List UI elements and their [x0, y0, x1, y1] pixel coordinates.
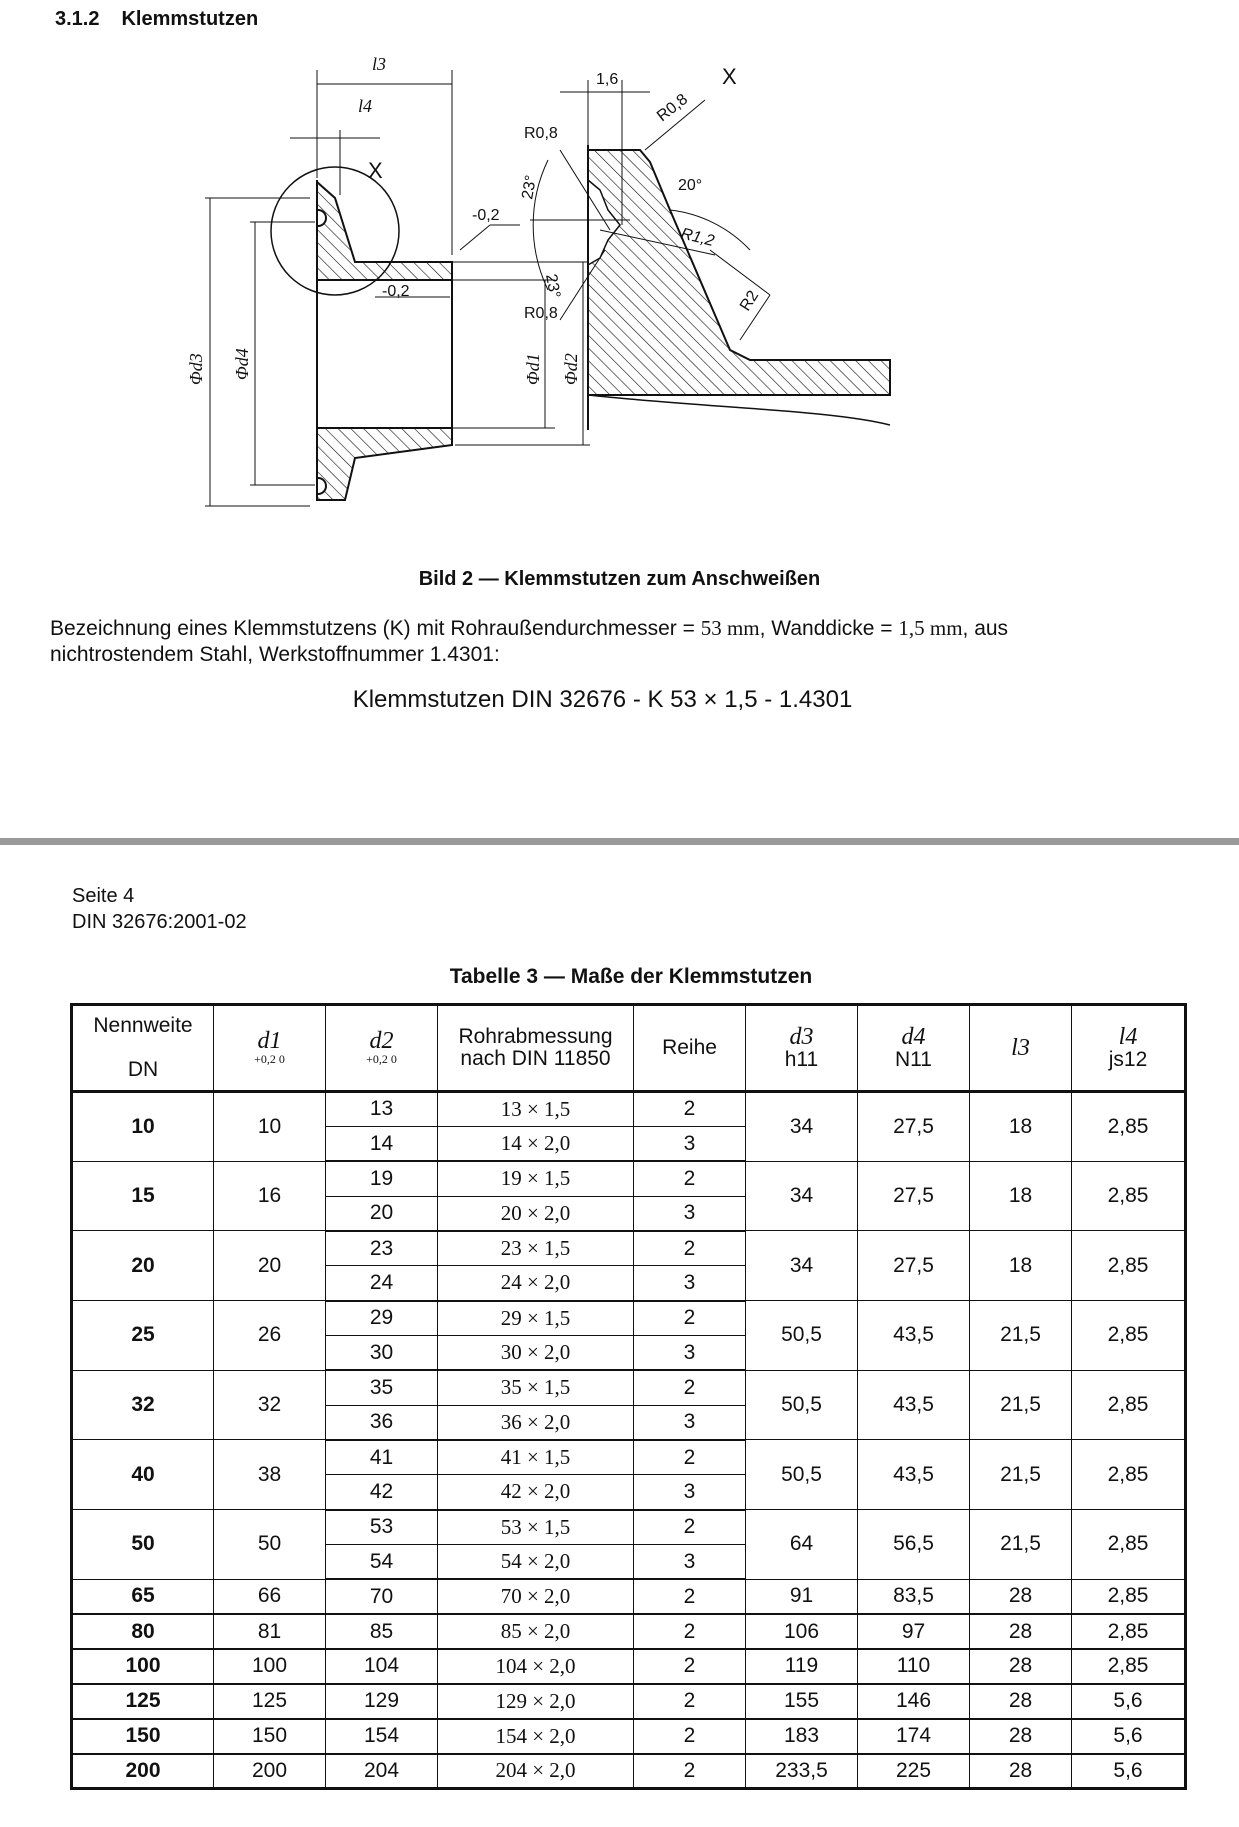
cell-l3: 28	[970, 1614, 1072, 1649]
cell-reihe: 3	[634, 1196, 746, 1231]
table-row	[72, 1231, 1186, 1266]
table-row	[72, 1092, 1186, 1127]
cell-d2: 20	[326, 1196, 438, 1231]
radius-flank-label: R1,2	[679, 225, 716, 251]
cell-reihe: 3	[634, 1335, 746, 1370]
cell-dn: 25	[72, 1301, 214, 1371]
cell-d4: 43,5	[858, 1370, 970, 1440]
description-text-1: Bezeichnung eines Klemmstutzens (K) mit Rohraußendurchmesser =	[50, 617, 695, 640]
cell-d4: 27,5	[858, 1092, 970, 1162]
cell-l3: 21,5	[970, 1510, 1072, 1580]
radius-top-label: R0,8	[653, 90, 692, 126]
cell-d3: 233,5	[746, 1754, 858, 1789]
cell-pipe: 20 × 2,0	[438, 1196, 634, 1231]
section-title: Klemmstutzen	[121, 8, 259, 30]
detail-x-label: X	[368, 158, 383, 183]
cell-l4: 5,6	[1072, 1719, 1186, 1754]
cell-reihe: 2	[634, 1231, 746, 1266]
cell-pipe: 41 × 1,5	[438, 1440, 634, 1475]
table-row	[72, 1301, 1186, 1336]
cell-d2: 54	[326, 1544, 438, 1579]
cell-d1: 20	[214, 1231, 326, 1301]
cell-d2: 19	[326, 1161, 438, 1196]
cell-pipe: 129 × 2,0	[438, 1684, 634, 1719]
dim-d2-label: Φd2	[561, 353, 581, 385]
cell-d4: 174	[858, 1719, 970, 1754]
table-caption: Tabelle 3 — Maße der Klemmstutzen	[449, 965, 813, 988]
cell-pipe: 24 × 2,0	[438, 1266, 634, 1301]
description-text-line2: nichtrostendem Stahl, Werkstoffnummer 1.4301:	[50, 643, 500, 666]
cell-d3: 50,5	[746, 1370, 858, 1440]
cell-d1: 100	[214, 1649, 326, 1684]
cell-l4: 2,85	[1072, 1301, 1186, 1371]
cell-pipe: 35 × 1,5	[438, 1370, 634, 1405]
cell-d4: 146	[858, 1684, 970, 1719]
table-row	[72, 1579, 1186, 1614]
cell-dn: 50	[72, 1510, 214, 1580]
cell-dn: 15	[72, 1161, 214, 1231]
cell-reihe: 2	[634, 1649, 746, 1684]
cell-d4: 97	[858, 1614, 970, 1649]
cell-pipe: 42 × 2,0	[438, 1475, 634, 1510]
tolerance-flat-label: -0,2	[472, 207, 500, 224]
dim-l3-label: l3	[372, 54, 387, 74]
cell-d4: 110	[858, 1649, 970, 1684]
dim-d3-label: Φd3	[186, 353, 206, 385]
angle-flank-label: 20°	[678, 177, 703, 194]
description-text-3: , aus	[962, 617, 1009, 640]
header-nennweite: Nennweite DN	[72, 1005, 214, 1092]
page-number: Seite 4	[72, 885, 135, 907]
cell-l4: 2,85	[1072, 1092, 1186, 1162]
table-row	[72, 1649, 1186, 1684]
cell-l4: 2,85	[1072, 1579, 1186, 1614]
cell-dn: 20	[72, 1231, 214, 1301]
cell-d1: 32	[214, 1370, 326, 1440]
cell-d2: 29	[326, 1301, 438, 1336]
cell-pipe: 204 × 2,0	[438, 1754, 634, 1789]
header-rohrabmessung: Rohrabmessung nach DIN 11850	[438, 1005, 634, 1092]
cell-d4: 43,5	[858, 1301, 970, 1371]
cell-pipe: 70 × 2,0	[438, 1579, 634, 1614]
cell-l4: 2,85	[1072, 1440, 1186, 1510]
description-value-diameter: 53 mm	[700, 616, 760, 640]
radius-base-label: R2	[736, 287, 763, 315]
cell-pipe: 14 × 2,0	[438, 1126, 634, 1161]
cell-l4: 2,85	[1072, 1231, 1186, 1301]
cell-l4: 5,6	[1072, 1684, 1186, 1719]
cell-reihe: 3	[634, 1266, 746, 1301]
cell-reihe: 2	[634, 1510, 746, 1545]
cell-d2: 104	[326, 1649, 438, 1684]
cell-l4: 2,85	[1072, 1614, 1186, 1649]
table-body	[72, 1092, 1186, 1789]
header-l3: l3	[970, 1005, 1072, 1092]
cell-d4: 225	[858, 1754, 970, 1789]
cell-pipe: 85 × 2,0	[438, 1614, 634, 1649]
cell-l4: 5,6	[1072, 1754, 1186, 1789]
cell-reihe: 2	[634, 1440, 746, 1475]
cell-pipe: 104 × 2,0	[438, 1649, 634, 1684]
table-row	[72, 1510, 1186, 1545]
section-view-left	[186, 54, 590, 506]
table-row	[72, 1719, 1186, 1754]
designation-example: Klemmstutzen DIN 32676 - K 53 × 1,5 - 1.4301	[352, 686, 853, 713]
cell-d3: 34	[746, 1231, 858, 1301]
cell-d1: 200	[214, 1754, 326, 1789]
detail-width-label: 1,6	[596, 71, 619, 88]
cell-d2: 204	[326, 1754, 438, 1789]
cell-d2: 14	[326, 1126, 438, 1161]
cell-d2: 53	[326, 1510, 438, 1545]
cell-reihe: 2	[634, 1754, 746, 1789]
cell-d3: 183	[746, 1719, 858, 1754]
cell-d3: 34	[746, 1092, 858, 1162]
cell-reihe: 2	[634, 1092, 746, 1127]
cell-reihe: 2	[634, 1684, 746, 1719]
cell-reihe: 2	[634, 1719, 746, 1754]
cell-pipe: 154 × 2,0	[438, 1719, 634, 1754]
cell-l3: 21,5	[970, 1370, 1072, 1440]
cell-reihe: 2	[634, 1370, 746, 1405]
table-row	[72, 1684, 1186, 1719]
cell-d2: 30	[326, 1335, 438, 1370]
header-d2: d2 +0,2 0	[326, 1005, 438, 1092]
cell-d3: 64	[746, 1510, 858, 1580]
table-row	[72, 1754, 1186, 1789]
cell-d3: 91	[746, 1579, 858, 1614]
cell-d1: 10	[214, 1092, 326, 1162]
cell-pipe: 36 × 2,0	[438, 1405, 634, 1440]
cell-reihe: 2	[634, 1579, 746, 1614]
cell-d4: 43,5	[858, 1440, 970, 1510]
cell-pipe: 19 × 1,5	[438, 1161, 634, 1196]
cell-dn: 200	[72, 1754, 214, 1789]
cell-pipe: 30 × 2,0	[438, 1335, 634, 1370]
cell-d2: 70	[326, 1579, 438, 1614]
cell-l4: 2,85	[1072, 1161, 1186, 1231]
cell-reihe: 3	[634, 1126, 746, 1161]
tolerance-flat-label-2: -0,2	[382, 283, 410, 300]
description-value-wall: 1,5 mm	[898, 616, 963, 640]
cell-dn: 32	[72, 1370, 214, 1440]
cell-d2: 35	[326, 1370, 438, 1405]
cell-dn: 125	[72, 1684, 214, 1719]
cell-d2: 13	[326, 1092, 438, 1127]
cell-d2: 154	[326, 1719, 438, 1754]
header-d4: d4 N11	[858, 1005, 970, 1092]
cell-d4: 56,5	[858, 1510, 970, 1580]
section-number: 3.1.2	[55, 8, 100, 30]
technical-drawing	[150, 50, 1050, 510]
designation-description	[50, 615, 1180, 668]
cell-d1: 16	[214, 1161, 326, 1231]
cell-pipe: 53 × 1,5	[438, 1510, 634, 1545]
cell-d2: 129	[326, 1684, 438, 1719]
cell-l3: 18	[970, 1161, 1072, 1231]
cell-d4: 83,5	[858, 1579, 970, 1614]
cell-reihe: 3	[634, 1475, 746, 1510]
cell-l4: 2,85	[1072, 1649, 1186, 1684]
angle-upper-label: 23°	[519, 173, 541, 201]
table-row	[72, 1440, 1186, 1475]
cell-d1: 26	[214, 1301, 326, 1371]
cell-dn: 150	[72, 1719, 214, 1754]
cell-d2: 24	[326, 1266, 438, 1301]
cell-d2: 41	[326, 1440, 438, 1475]
cell-reihe: 2	[634, 1614, 746, 1649]
cell-dn: 80	[72, 1614, 214, 1649]
table-row	[72, 1161, 1186, 1196]
cell-d2: 42	[326, 1475, 438, 1510]
radius-lower-label: R0,8	[524, 305, 558, 322]
cell-d1: 125	[214, 1684, 326, 1719]
dim-d1-label: Φd1	[523, 353, 543, 385]
cell-l3: 28	[970, 1579, 1072, 1614]
cell-d3: 50,5	[746, 1440, 858, 1510]
cell-l3: 21,5	[970, 1440, 1072, 1510]
cell-d2: 23	[326, 1231, 438, 1266]
cell-d3: 155	[746, 1684, 858, 1719]
dim-l4-label: l4	[358, 96, 373, 116]
cell-dn: 40	[72, 1440, 214, 1510]
cell-l3: 28	[970, 1754, 1072, 1789]
header-reihe: Reihe	[634, 1005, 746, 1092]
cell-d3: 106	[746, 1614, 858, 1649]
cell-reihe: 2	[634, 1301, 746, 1336]
header-l4: l4 js12	[1072, 1005, 1186, 1092]
cell-l3: 18	[970, 1231, 1072, 1301]
section-heading	[55, 8, 258, 31]
cell-dn: 65	[72, 1579, 214, 1614]
cell-d1: 150	[214, 1719, 326, 1754]
table-row	[72, 1614, 1186, 1649]
cell-l3: 28	[970, 1719, 1072, 1754]
cell-reihe: 3	[634, 1405, 746, 1440]
cell-reihe: 2	[634, 1161, 746, 1196]
cell-d1: 66	[214, 1579, 326, 1614]
cell-pipe: 29 × 1,5	[438, 1301, 634, 1336]
cell-l3: 18	[970, 1092, 1072, 1162]
dimensions-table	[70, 1003, 1187, 1790]
radius-upper-label: R0,8	[524, 125, 558, 142]
dim-d4-label: Φd4	[232, 348, 252, 380]
cell-dn: 100	[72, 1649, 214, 1684]
table-header-row	[72, 1005, 1186, 1092]
cell-pipe: 23 × 1,5	[438, 1231, 634, 1266]
document-id: DIN 32676:2001-02	[72, 911, 247, 933]
description-text-2: , Wanddicke =	[759, 617, 893, 640]
cell-d1: 81	[214, 1614, 326, 1649]
cell-l3: 21,5	[970, 1301, 1072, 1371]
cell-l3: 28	[970, 1649, 1072, 1684]
header-d1: d1 +0,2 0	[214, 1005, 326, 1092]
cell-l4: 2,85	[1072, 1510, 1186, 1580]
cell-d2: 85	[326, 1614, 438, 1649]
cell-d3: 34	[746, 1161, 858, 1231]
detail-x-title: X	[722, 64, 737, 89]
cell-d3: 119	[746, 1649, 858, 1684]
cell-reihe: 3	[634, 1544, 746, 1579]
page-divider	[0, 838, 1239, 845]
cell-dn: 10	[72, 1092, 214, 1162]
cell-d1: 38	[214, 1440, 326, 1510]
cell-l3: 28	[970, 1684, 1072, 1719]
cell-d4: 27,5	[858, 1231, 970, 1301]
cell-d1: 50	[214, 1510, 326, 1580]
cell-pipe: 13 × 1,5	[438, 1092, 634, 1127]
cell-l4: 2,85	[1072, 1370, 1186, 1440]
cell-pipe: 54 × 2,0	[438, 1544, 634, 1579]
cell-d2: 36	[326, 1405, 438, 1440]
figure-caption: Bild 2 — Klemmstutzen zum Anschweißen	[418, 568, 821, 590]
header-d3: d3 h11	[746, 1005, 858, 1092]
angle-lower-label: 23°	[542, 272, 564, 300]
cell-d4: 27,5	[858, 1161, 970, 1231]
cell-d3: 50,5	[746, 1301, 858, 1371]
table-row	[72, 1370, 1186, 1405]
